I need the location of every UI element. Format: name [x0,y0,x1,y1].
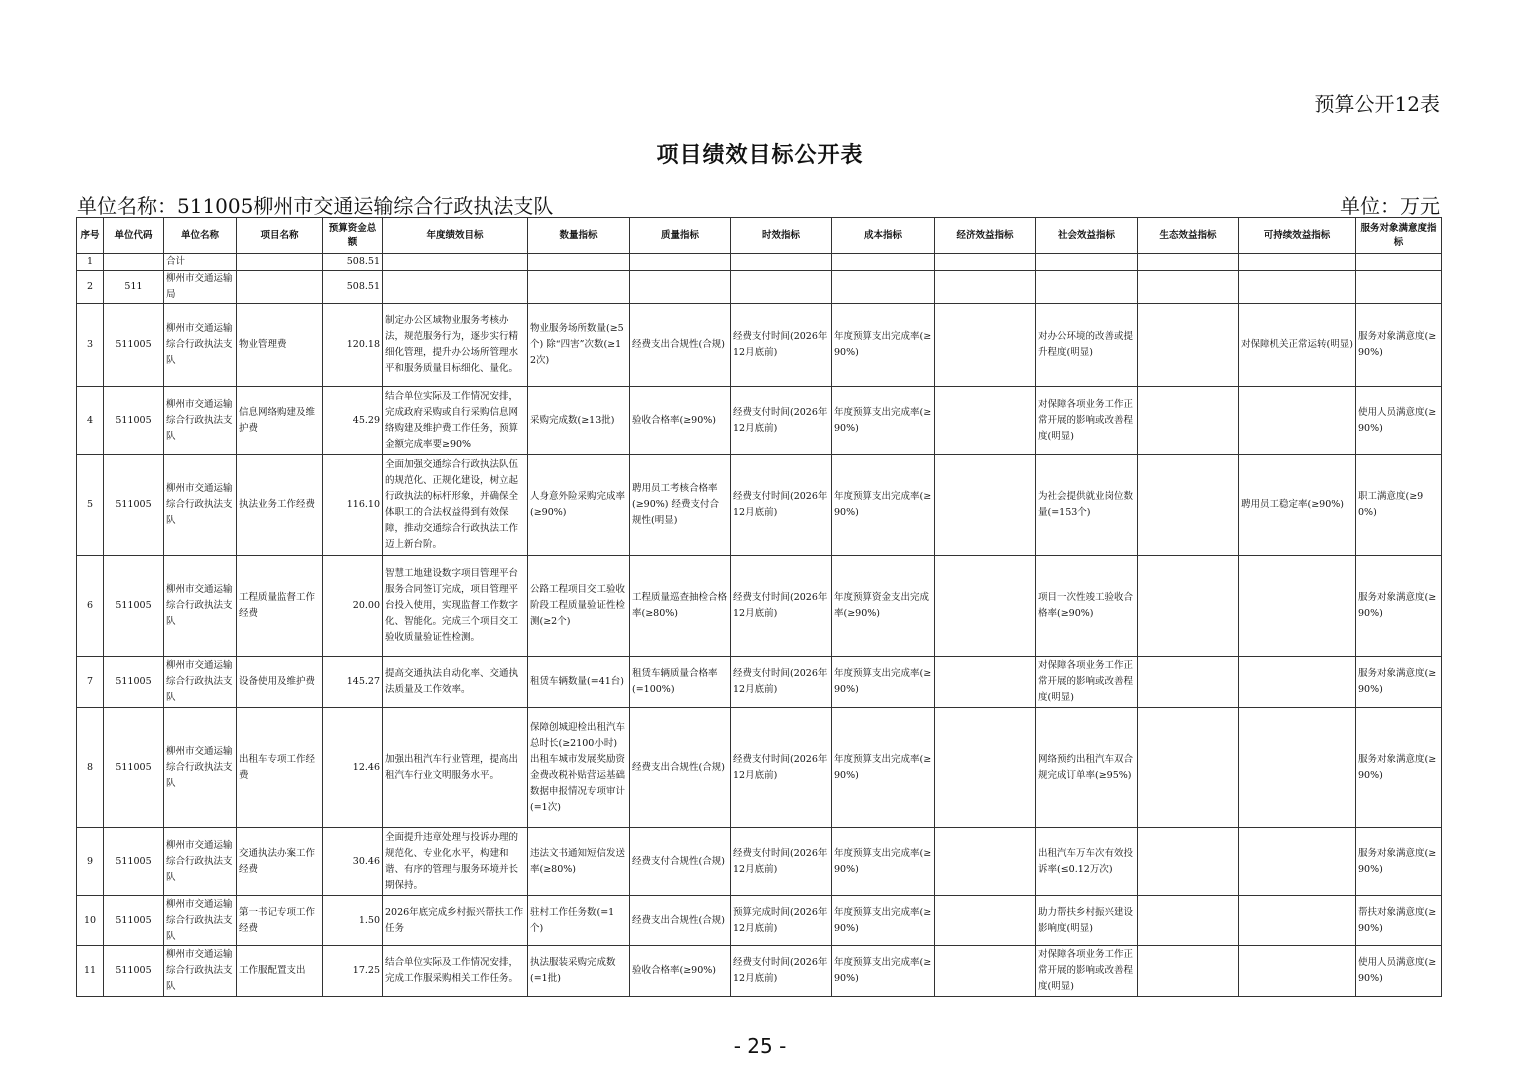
header-cell: 项目名称 [237,218,323,254]
table-cell: 7 [77,657,104,708]
table-cell: 租赁车辆质量合格率(=100%) [630,657,731,708]
table-cell: 违法文书通知短信发送率(≥80%) [528,828,630,896]
table-cell: 出租车专项工作经费 [237,708,323,828]
table-cell: 20.00 [323,556,383,657]
table-cell: 17.25 [323,946,383,997]
table-cell: 服务对象满意度(≥90%) [1356,708,1442,828]
table-cell: 经费支出合规性(合规) [630,304,731,387]
table-cell: 年度预算支出完成率(≥90%) [832,657,935,708]
header-cell: 社会效益指标 [1036,218,1138,254]
table-cell [1138,271,1239,304]
table-cell: 工程质量巡查抽检合格率(≥80%) [630,556,731,657]
table-cell [1138,896,1239,946]
table-cell: 柳州市交通运输综合行政执法支队 [164,708,237,828]
table-cell: 预算完成时间(2026年12月底前) [731,896,832,946]
table-cell: 验收合格率(≥90%) [630,387,731,455]
header-cell: 时效指标 [731,218,832,254]
form-number: 预算公开12表 [1314,92,1440,116]
table-cell [1239,708,1356,828]
table-cell: 511005 [104,896,164,946]
table-cell: 2 [77,271,104,304]
header-cell: 序号 [77,218,104,254]
table-cell [1356,254,1442,271]
table-cell: 145.27 [323,657,383,708]
table-cell: 511005 [104,657,164,708]
table-cell: 3 [77,304,104,387]
table-cell [1138,556,1239,657]
table-cell: 柳州市交通运输综合行政执法支队 [164,455,237,556]
table-cell: 116.10 [323,455,383,556]
table-cell: 年度预算支出完成率(≥90%) [832,387,935,455]
table-cell: 120.18 [323,304,383,387]
table-cell: 4 [77,387,104,455]
table-cell: 经费支付时间(2026年12月底前) [731,556,832,657]
table-cell [1239,254,1356,271]
table-cell: 经费支出合规性(合规) [630,896,731,946]
table-cell: 采购完成数(≥13批) [528,387,630,455]
table-cell: 智慧工地建设数字项目管理平台服务合同签订完成，项目管理平台投入使用，实现监督工作数字化、智能化。完成三个项目交工验收质量验证性检测。 [383,556,528,657]
table-row [77,708,1442,828]
table-cell [1239,946,1356,997]
table-cell: 经费支付时间(2026年12月底前) [731,828,832,896]
table-cell [383,271,528,304]
table-cell: 12.46 [323,708,383,828]
table-cell [935,254,1036,271]
table-cell [1138,708,1239,828]
header-cell: 单位名称 [164,218,237,254]
currency-unit: 单位：万元 [1340,194,1440,218]
table-cell [104,254,164,271]
table-cell: 年度预算资金支出完成率(≥90%) [832,556,935,657]
table-cell: 服务对象满意度(≥90%) [1356,304,1442,387]
table-cell: 经费支出合规性(合规) [630,708,731,828]
table-cell: 511005 [104,455,164,556]
table-cell: 验收合格率(≥90%) [630,946,731,997]
table-cell [935,828,1036,896]
table-cell: 信息网络购建及维护费 [237,387,323,455]
table-cell: 网络预约出租汽车双合规完成订单率(≥95%) [1036,708,1138,828]
table-cell [1138,828,1239,896]
table-cell [1239,828,1356,896]
table-cell: 对保障各项业务工作正常开展的影响或改善程度(明显) [1036,387,1138,455]
table-cell [630,271,731,304]
table-cell: 柳州市交通运输综合行政执法支队 [164,896,237,946]
table-cell: 经费支付时间(2026年12月底前) [731,946,832,997]
table-cell: 交通执法办案工作经费 [237,828,323,896]
table-cell: 项目一次性竣工验收合格率(≥90%) [1036,556,1138,657]
table-cell: 45.29 [323,387,383,455]
table-cell: 职工满意度(≥90%) [1356,455,1442,556]
table-cell [1356,271,1442,304]
table-cell: 6 [77,556,104,657]
table-cell [1239,271,1356,304]
table-cell: 经费支付时间(2026年12月底前) [731,657,832,708]
table-cell: 出租汽车万车次有效投诉率(≤0.12万次) [1036,828,1138,896]
page-number: - 25 - [733,1034,787,1058]
table-cell: 年度预算支出完成率(≥90%) [832,708,935,828]
table-cell: 508.51 [323,254,383,271]
table-cell: 人身意外险采购完成率(≥90%) [528,455,630,556]
table-cell: 511005 [104,387,164,455]
table-cell: 助力帮扶乡村振兴建设影响度(明显) [1036,896,1138,946]
header-cell: 经济效益指标 [935,218,1036,254]
table-cell: 柳州市交通运输综合行政执法支队 [164,828,237,896]
table-cell: 工作服配置支出 [237,946,323,997]
table-cell [935,896,1036,946]
table-row [77,455,1442,556]
table-cell: 制定办公区域物业服务考核办法，规范服务行为，逐步实行精细化管理，提升办公场所管理水平和服务质量目标细化、量化。 [383,304,528,387]
table-cell [1138,254,1239,271]
table-cell: 511005 [104,556,164,657]
table-cell: 511005 [104,946,164,997]
performance-table [76,217,1442,997]
table-cell: 经费支付时间(2026年12月底前) [731,304,832,387]
table-cell [935,556,1036,657]
table-cell [1036,254,1138,271]
header-cell: 年度绩效目标 [383,218,528,254]
table-cell [528,254,630,271]
table-cell: 公路工程项目交工验收阶段工程质量验证性检测(≥2个) [528,556,630,657]
table-cell [1239,556,1356,657]
header-row [77,218,1442,254]
header-cell: 数量指标 [528,218,630,254]
table-row [77,556,1442,657]
header-cell: 质量指标 [630,218,731,254]
header-cell: 生态效益指标 [1138,218,1239,254]
table-cell [1138,455,1239,556]
table-cell: 对保障各项业务工作正常开展的影响或改善程度(明显) [1036,657,1138,708]
table-cell [731,271,832,304]
table-cell: 驻村工作任务数(=1个) [528,896,630,946]
table-cell [731,254,832,271]
table-row [77,271,1442,304]
table-cell: 为社会提供就业岗位数量(=153个) [1036,455,1138,556]
table-cell [935,657,1036,708]
table-cell: 工程质量监督工作经费 [237,556,323,657]
table-cell [1036,271,1138,304]
header-cell: 服务对象满意度指标 [1356,218,1442,254]
table-cell: 511 [104,271,164,304]
table-row [77,657,1442,708]
table-cell: 柳州市交通运输综合行政执法支队 [164,556,237,657]
table-cell [935,387,1036,455]
table-cell: 柳州市交通运输综合行政执法支队 [164,657,237,708]
table-cell: 30.46 [323,828,383,896]
table-row [77,946,1442,997]
table-cell: 511005 [104,708,164,828]
table-cell: 租赁车辆数量(=41台) [528,657,630,708]
table-cell: 服务对象满意度(≥90%) [1356,556,1442,657]
table-row [77,828,1442,896]
table-cell [1138,304,1239,387]
table-cell [630,254,731,271]
table-cell: 对办公环境的改善或提升程度(明显) [1036,304,1138,387]
table-cell: 柳州市交通运输综合行政执法支队 [164,387,237,455]
page-title: 项目绩效目标公开表 [656,142,864,168]
table-cell: 对保障各项业务工作正常开展的影响或改善程度(明显) [1036,946,1138,997]
table-cell: 9 [77,828,104,896]
table-cell [935,946,1036,997]
table-cell [528,271,630,304]
table-cell: 执法业务工作经费 [237,455,323,556]
table-cell [1138,946,1239,997]
table-row [77,254,1442,271]
table-cell: 经费支付时间(2026年12月底前) [731,708,832,828]
table-cell [935,708,1036,828]
table-cell: 提高交通执法自动化率、交通执法质量及工作效率。 [383,657,528,708]
table-cell: 聘用员工考核合格率(≥90%) 经费支付合规性(明显) [630,455,731,556]
table-cell: 物业服务场所数量(≥5个) 除“四害”次数(≥12次) [528,304,630,387]
table-cell: 2026年底完成乡村振兴帮扶工作任务 [383,896,528,946]
table-cell: 经费支付时间(2026年12月底前) [731,455,832,556]
table-cell [383,254,528,271]
table-cell [237,271,323,304]
table-cell: 511005 [104,304,164,387]
header-cell: 成本指标 [832,218,935,254]
table-cell: 柳州市交通运输综合行政执法支队 [164,946,237,997]
table-cell [1138,657,1239,708]
table-cell [237,254,323,271]
header-cell: 可持续效益指标 [1239,218,1356,254]
table-cell: 柳州市交通运输综合行政执法支队 [164,304,237,387]
table-cell: 511005 [104,828,164,896]
table-cell: 保障创城迎检出租汽车总时长(≥2100小时) 出租车城市发展奖励资金费改税补贴营运基础数据申报情况专项审计(=1次) [528,708,630,828]
table-cell: 年度预算支出完成率(≥90%) [832,896,935,946]
table-cell [935,271,1036,304]
table-cell: 年度预算支出完成率(≥90%) [832,828,935,896]
table-cell: 帮扶对象满意度(≥90%) [1356,896,1442,946]
table-cell: 结合单位实际及工作情况安排，完成工作服采购相关工作任务。 [383,946,528,997]
table-cell: 8 [77,708,104,828]
unit-name: 单位名称：511005柳州市交通运输综合行政执法支队 [77,194,554,218]
table-cell [1239,657,1356,708]
table-cell [1138,387,1239,455]
table-cell: 经费支付合规性(合规) [630,828,731,896]
table-cell: 柳州市交通运输局 [164,271,237,304]
table-cell: 服务对象满意度(≥90%) [1356,828,1442,896]
table-cell: 物业管理费 [237,304,323,387]
table-cell: 1.50 [323,896,383,946]
table-cell: 加强出租汽车行业管理，提高出租汽车行业文明服务水平。 [383,708,528,828]
table-row [77,304,1442,387]
table-cell: 经费支付时间(2026年12月底前) [731,387,832,455]
table-cell: 合计 [164,254,237,271]
table-cell: 使用人员满意度(≥90%) [1356,946,1442,997]
table-cell: 全面加强交通综合行政执法队伍的规范化、正规化建设，树立起行政执法的标杆形象，并确保全体职工的合法权益得到有效保障，推动交通综合行政执法工作迈上新台阶。 [383,455,528,556]
table-cell: 年度预算支出完成率(≥90%) [832,455,935,556]
table-cell: 年度预算支出完成率(≥90%) [832,304,935,387]
table-cell [1239,387,1356,455]
table-cell [1239,896,1356,946]
table-cell: 10 [77,896,104,946]
table-cell: 508.51 [323,271,383,304]
table-cell: 全面提升违章处理与投诉办理的规范化、专业化水平，构建和谐、有序的管理与服务环境并长期保持。 [383,828,528,896]
header-cell: 单位代码 [104,218,164,254]
table-cell: 结合单位实际及工作情况安排，完成政府采购或自行采购信息网络购建及维护费工作任务，预算金额完成率要≥90% [383,387,528,455]
header-cell: 预算资金总额 [323,218,383,254]
table-cell: 对保障机关正常运转(明显) [1239,304,1356,387]
table-cell: 使用人员满意度(≥90%) [1356,387,1442,455]
table-row [77,896,1442,946]
table-cell: 设备使用及维护费 [237,657,323,708]
table-cell: 11 [77,946,104,997]
table-row [77,387,1442,455]
table-cell [832,254,935,271]
table-cell: 聘用员工稳定率(≥90%) [1239,455,1356,556]
table-cell: 5 [77,455,104,556]
table-cell: 第一书记专项工作经费 [237,896,323,946]
table-cell [832,271,935,304]
table-cell: 服务对象满意度(≥90%) [1356,657,1442,708]
table-cell [935,455,1036,556]
table-cell: 年度预算支出完成率(≥90%) [832,946,935,997]
table-cell: 执法服装采购完成数(=1批) [528,946,630,997]
table-cell [935,304,1036,387]
table-cell: 1 [77,254,104,271]
